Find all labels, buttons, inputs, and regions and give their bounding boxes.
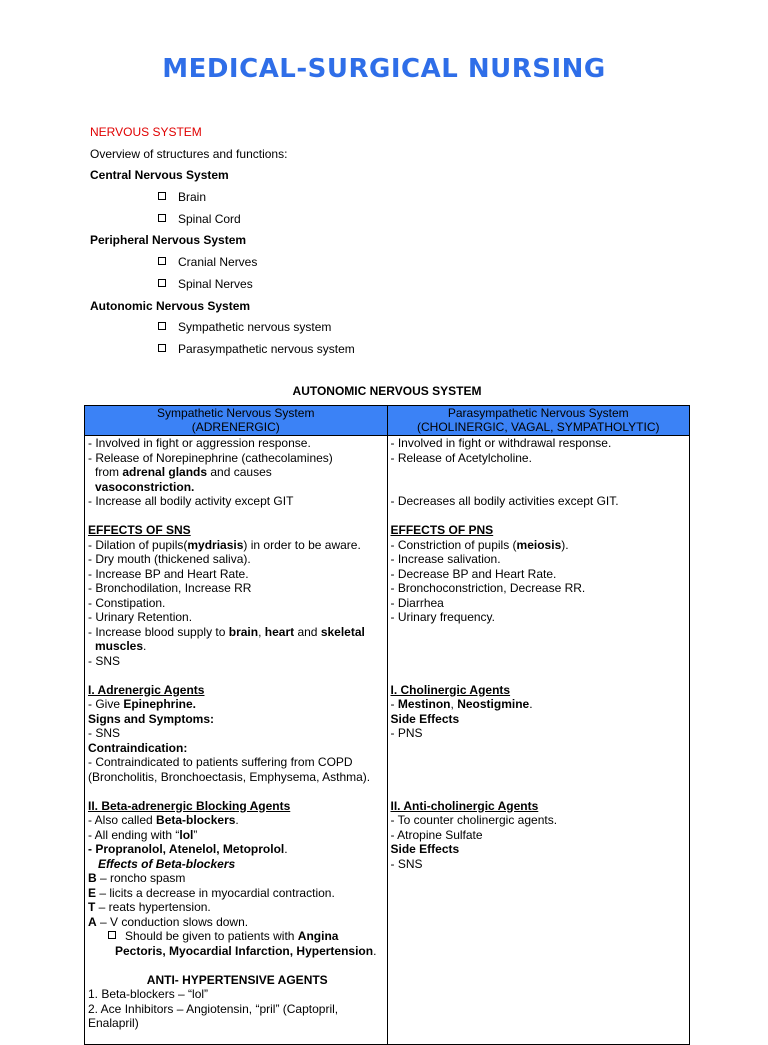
list-item: Spinal Nerves bbox=[90, 274, 690, 296]
list-item: Parasympathetic nervous system bbox=[90, 339, 690, 361]
table-title: AUTONOMIC NERVOUS SYSTEM bbox=[292, 384, 482, 398]
effects-pns-heading: EFFECTS OF PNS bbox=[390, 523, 494, 537]
text-line: - Increase all bodily activity except GIT bbox=[88, 494, 294, 508]
header-sympathetic: Sympathetic Nervous System (ADRENERGIC) bbox=[85, 406, 388, 435]
text-line: - Also called Beta-blockers. bbox=[88, 813, 239, 827]
text-line: - Give Epinephrine. bbox=[88, 697, 197, 711]
text-line: Side Effects bbox=[390, 711, 460, 726]
ans-table bbox=[84, 405, 690, 1045]
text-line: - Contraindicated to patients suffering from COPD bbox=[88, 755, 353, 769]
text-line: Contraindication: bbox=[88, 740, 188, 755]
list-item: Brain bbox=[90, 187, 690, 209]
cns-heading: Central Nervous System bbox=[90, 168, 229, 183]
checkbox-bullet-icon bbox=[158, 192, 166, 200]
text-line: from adrenal glands and causes bbox=[95, 465, 272, 479]
list-item: Cranial Nerves bbox=[90, 252, 690, 274]
table-header bbox=[85, 406, 689, 436]
text-line: - Bronchodilation, Increase RR bbox=[88, 581, 252, 595]
text-line: - Urinary frequency. bbox=[390, 610, 495, 624]
text-line: - Increase salivation. bbox=[390, 552, 501, 566]
text-line: - Constriction of pupils (meiosis). bbox=[390, 537, 569, 552]
text-line: Enalapril) bbox=[88, 1016, 139, 1030]
text-line: - To counter cholinergic agents. bbox=[390, 813, 558, 827]
sympathetic-column bbox=[85, 436, 388, 1044]
text-line: - Dilation of pupils(mydriasis) in order to be aware. bbox=[88, 537, 361, 552]
text-line: - SNS bbox=[88, 653, 121, 668]
checkbox-bullet-icon bbox=[158, 214, 166, 222]
text-line: - Constipation. bbox=[88, 595, 166, 610]
text-line: - Involved in fight or withdrawal response. bbox=[390, 436, 612, 450]
text-line: - SNS bbox=[390, 856, 423, 871]
list-item: Should be given to patients with Angina bbox=[88, 929, 387, 944]
section-heading: NERVOUS SYSTEM bbox=[90, 125, 202, 139]
checkbox-bullet-icon bbox=[158, 279, 166, 287]
text-line: - Diarrhea bbox=[390, 595, 444, 610]
header-parasympathetic: Parasympathetic Nervous System (CHOLINERGIC, VAGAL, SYMPATHOLYTIC) bbox=[417, 406, 660, 434]
text-line: - Increase BP and Heart Rate. bbox=[88, 566, 249, 581]
text-line: - Bronchoconstriction, Decrease RR. bbox=[390, 581, 586, 595]
ans-heading: Autonomic Nervous System bbox=[90, 298, 251, 313]
text-line: Pectoris, Myocardial Infarction, Hypertension. bbox=[115, 943, 377, 958]
list-item: Sympathetic nervous system bbox=[90, 317, 690, 339]
text-line: T – reats hypertension. bbox=[88, 900, 211, 914]
text-line: Effects of Beta-blockers bbox=[98, 856, 236, 871]
text-line: - Increase blood supply to brain, heart and skeletal bbox=[88, 624, 365, 639]
checkbox-bullet-icon bbox=[158, 344, 166, 352]
text-line: A – V conduction slows down. bbox=[88, 914, 249, 929]
checkbox-bullet-icon bbox=[158, 322, 166, 330]
text-line: - PNS bbox=[390, 726, 423, 740]
text-line: B – roncho spasm bbox=[88, 871, 186, 885]
cholinergic-heading: I. Cholinergic Agents bbox=[390, 682, 511, 697]
checkbox-bullet-icon bbox=[158, 257, 166, 265]
text-line: - Atropine Sulfate bbox=[390, 827, 483, 842]
text-line: 2. Ace Inhibitors – Angiotensin, “pril” (Captopril, bbox=[88, 1001, 339, 1016]
text-line: - Mestinon, Neostigmine. bbox=[390, 697, 533, 711]
text-line: Side Effects bbox=[390, 842, 460, 856]
overview-text: Overview of structures and functions: bbox=[90, 146, 288, 161]
text-line: - Decreases all bodily activities except GIT. bbox=[390, 494, 619, 508]
page-title: MEDICAL-SURGICAL NURSING bbox=[162, 54, 606, 84]
anticholinergic-heading: II. Anti-cholinergic Agents bbox=[390, 798, 539, 813]
text-line: Signs and Symptoms: bbox=[88, 711, 215, 726]
text-line: - Release of Acetylcholine. bbox=[390, 450, 532, 465]
text-line: 1. Beta-blockers – “lol” bbox=[88, 987, 209, 1001]
text-line: - Propranolol, Atenelol, Metoprolol. bbox=[88, 842, 288, 856]
text-line: - Urinary Retention. bbox=[88, 610, 193, 624]
adrenergic-heading: I. Adrenergic Agents bbox=[88, 682, 205, 697]
beta-blocking-heading: II. Beta-adrenergic Blocking Agents bbox=[88, 798, 291, 813]
text-line: muscles. bbox=[95, 639, 147, 653]
effects-sns-heading: EFFECTS OF SNS bbox=[88, 523, 191, 537]
text-line: - Release of Norepinephrine (cathecolamines) bbox=[88, 450, 333, 465]
antihypertensive-heading: ANTI- HYPERTENSIVE AGENTS bbox=[146, 972, 328, 987]
checkbox-bullet-icon bbox=[108, 931, 116, 939]
text-line: vasoconstriction. bbox=[95, 479, 195, 494]
pns-heading: Peripheral Nervous System bbox=[90, 233, 247, 248]
intro-section bbox=[90, 122, 690, 361]
parasympathetic-column bbox=[388, 436, 690, 1044]
text-line: - All ending with “lol” bbox=[88, 827, 198, 842]
text-line: E – licits a decrease in myocardial contraction. bbox=[88, 885, 335, 900]
text-line: (Broncholitis, Bronchoectasis, Emphysema, Asthma). bbox=[88, 769, 371, 784]
text-line: - SNS bbox=[88, 726, 121, 740]
list-item: Spinal Cord bbox=[90, 209, 690, 231]
text-line: - Decrease BP and Heart Rate. bbox=[390, 566, 557, 581]
text-line: - Involved in fight or aggression response. bbox=[88, 436, 311, 450]
text-line: - Dry mouth (thickened saliva). bbox=[88, 552, 251, 566]
